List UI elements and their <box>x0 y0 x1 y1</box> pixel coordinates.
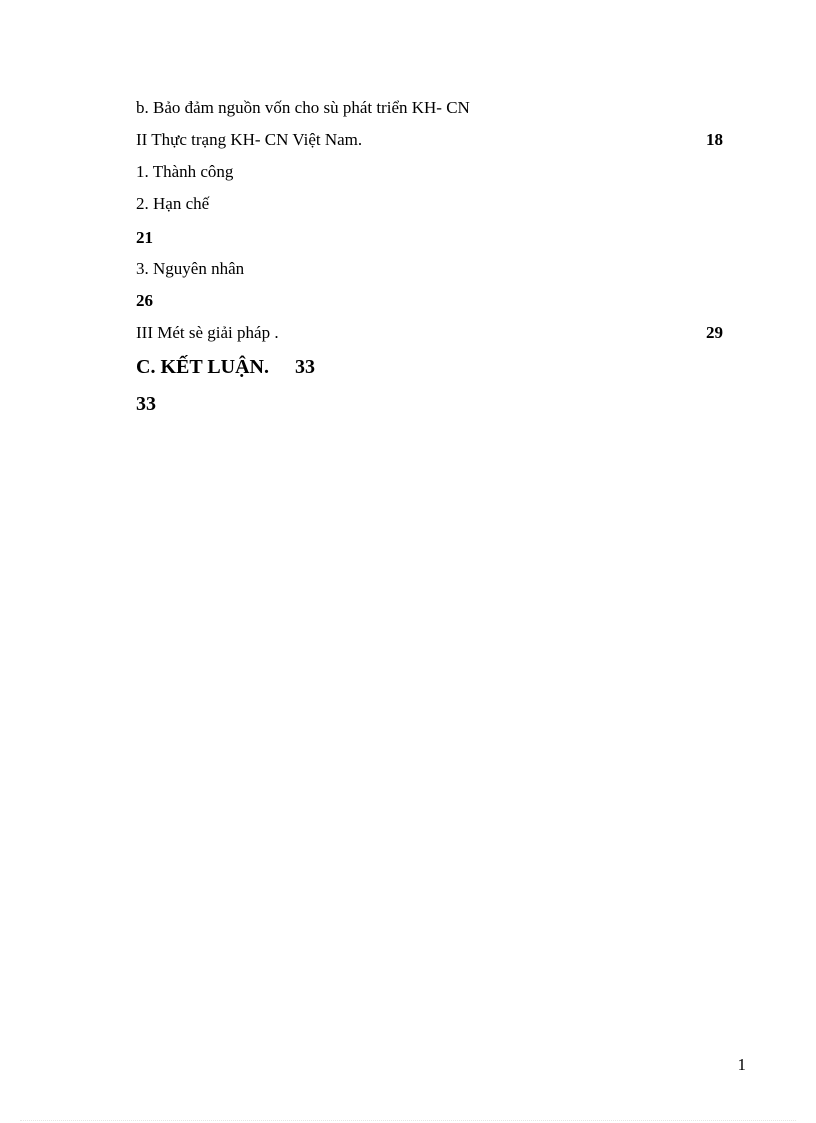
toc-entry-1: 1. Thành công <box>136 162 234 181</box>
toc-entry-iii: III Mét sè giải pháp . <box>136 323 279 342</box>
toc-entry-2: 2. Hạn chế <box>136 194 210 213</box>
toc-page-iii: 29 <box>706 323 723 342</box>
toc-entry-c-label: C. KẾT LUẬN. <box>136 356 269 378</box>
toc-page-3: 26 <box>136 291 153 310</box>
page-number: 1 <box>737 1055 746 1074</box>
toc-page-2: 21 <box>136 228 153 247</box>
toc-entry-3: 3. Nguyên nhân <box>136 259 245 278</box>
toc-page-c: 33 <box>136 393 156 415</box>
toc-page-ii: 18 <box>706 130 723 149</box>
page-bottom-edge <box>20 1120 796 1121</box>
toc-entry-ii: II Thực trạng KH- CN Việt Nam. <box>136 130 363 149</box>
toc-entry-b: b. Bảo đảm nguồn vốn cho sù phát triển KH- CN <box>136 98 470 117</box>
toc-entry-c <box>136 355 315 379</box>
toc-entry-c-inline-page: 33 <box>295 356 315 378</box>
